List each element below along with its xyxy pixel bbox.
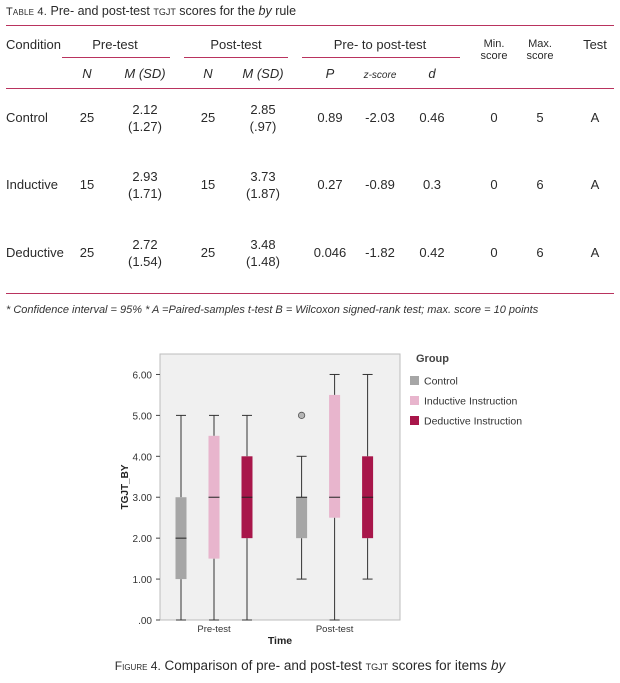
cell-min: 0 [490, 245, 498, 260]
y-tick-label: 5.00 [132, 411, 152, 423]
legend-swatch [410, 376, 419, 385]
y-axis-label: TGJT_BY [120, 464, 131, 510]
cell-max: 6 [536, 177, 544, 192]
x-axis-label: Time [267, 635, 293, 647]
y-tick-label: 6.00 [132, 370, 152, 382]
legend-label: Inductive Instruction [424, 395, 518, 408]
cell-post-sd: (.97) [249, 119, 277, 134]
cell-z: -2.03 [365, 110, 395, 125]
cell-post-sd: (1.48) [246, 254, 280, 269]
cell-pre-sd: (1.54) [128, 254, 162, 269]
box-inductive-instruction [329, 395, 340, 518]
x-tick-label: Pre-test [197, 624, 231, 635]
subheader-p: P [325, 66, 335, 81]
cell-condition: Inductive [6, 177, 59, 192]
table-caption [6, 4, 296, 18]
cell-d: 0.46 [419, 110, 445, 125]
cell-test: A [590, 110, 600, 125]
cell-p: 0.046 [313, 245, 347, 260]
legend-swatch [410, 416, 419, 425]
table-caption-text-2: scores for the [175, 4, 259, 18]
box-plot-chart [110, 340, 523, 647]
legend-label: Control [424, 375, 458, 388]
figure-caption [0, 658, 620, 673]
header-min-score-text: Min. score [480, 38, 508, 62]
pre-to-post-subrule [302, 57, 460, 58]
table-top-rule [6, 25, 614, 26]
y-tick-label: 3.00 [132, 493, 152, 505]
subheader-msd-post: M (SD) [242, 66, 284, 81]
cell-pre-m: 2.12 [132, 102, 158, 117]
subheader-z: z-score [363, 70, 397, 81]
cell-condition: Deductive [6, 245, 64, 260]
outlier-point [298, 412, 304, 418]
header-pretest: Pre-test [92, 37, 138, 52]
cell-post-n: 25 [200, 245, 216, 260]
cell-post-n: 25 [200, 110, 216, 125]
cell-post-m: 3.48 [250, 237, 276, 252]
table-caption-tgjt: tgjt [153, 4, 176, 18]
cell-pre-sd: (1.27) [128, 119, 162, 134]
cell-test: A [590, 177, 600, 192]
header-condition: Condition [6, 37, 61, 52]
cell-test: A [590, 245, 600, 260]
table-caption-italic: by [258, 4, 272, 18]
cell-z: -1.82 [365, 245, 395, 260]
cell-pre-sd: (1.71) [128, 186, 162, 201]
header-pre-to-post: Pre- to post-test [333, 37, 427, 52]
legend-title: Group [416, 353, 449, 365]
cell-post-m: 3.73 [250, 169, 276, 184]
cell-d: 0.42 [419, 245, 445, 260]
cell-pre-n: 25 [79, 110, 95, 125]
y-tick-label: 2.00 [132, 534, 152, 546]
figure-caption-tgjt: tgjt [365, 658, 389, 673]
y-tick-label: 1.00 [132, 575, 152, 587]
subheader-d: d [428, 66, 436, 81]
table-caption-text-3: rule [271, 4, 297, 18]
header-posttest: Post-test [210, 37, 262, 52]
table-footnote: * Confidence interval = 95% * A =Paired-samples t-test B = Wilcoxon signed-rank test; max. score = 10 points [6, 304, 539, 316]
cell-post-m: 2.85 [250, 102, 276, 117]
cell-pre-m: 2.72 [132, 237, 158, 252]
figure-caption-label: Figure 4. [114, 659, 161, 673]
y-tick-label: 4.00 [132, 452, 152, 464]
legend-swatch [410, 396, 419, 405]
cell-d: 0.3 [422, 177, 442, 192]
cell-pre-m: 2.93 [132, 169, 158, 184]
header-test: Test [583, 37, 607, 52]
header-max-score [527, 38, 554, 62]
cell-max: 6 [536, 245, 544, 260]
subheader-n-post: N [203, 66, 213, 81]
cell-max: 5 [536, 110, 544, 125]
figure-caption-text-2: scores for items [388, 658, 491, 673]
cell-post-sd: (1.87) [246, 186, 280, 201]
y-tick-label: .00 [138, 616, 152, 627]
cell-condition: Control [6, 110, 48, 125]
cell-p: 0.27 [317, 177, 343, 192]
subheader-msd-pre: M (SD) [124, 66, 166, 81]
cell-pre-n: 25 [79, 245, 95, 260]
box-control [296, 497, 307, 538]
cell-z: -0.89 [365, 177, 395, 192]
table-caption-label: Table 4. [6, 6, 48, 18]
header-bottom-rule [6, 88, 614, 89]
pretest-subrule [62, 57, 170, 58]
cell-min: 0 [490, 177, 498, 192]
table-bottom-rule [6, 293, 614, 294]
posttest-subrule [184, 57, 288, 58]
cell-post-n: 15 [200, 177, 216, 192]
header-max-score-text: Max. score [526, 38, 554, 62]
figure-caption-text: Comparison of pre- and post-test [160, 658, 366, 673]
cell-min: 0 [490, 110, 498, 125]
figure-caption-italic: by [490, 658, 506, 673]
header-min-score [481, 38, 508, 62]
cell-pre-n: 15 [79, 177, 95, 192]
legend-label: Deductive Instruction [424, 415, 523, 428]
cell-p: 0.89 [317, 110, 343, 125]
table-caption-text: Pre- and post-test [50, 4, 154, 18]
subheader-n-pre: N [82, 66, 92, 81]
x-tick-label: Post-test [315, 624, 354, 635]
